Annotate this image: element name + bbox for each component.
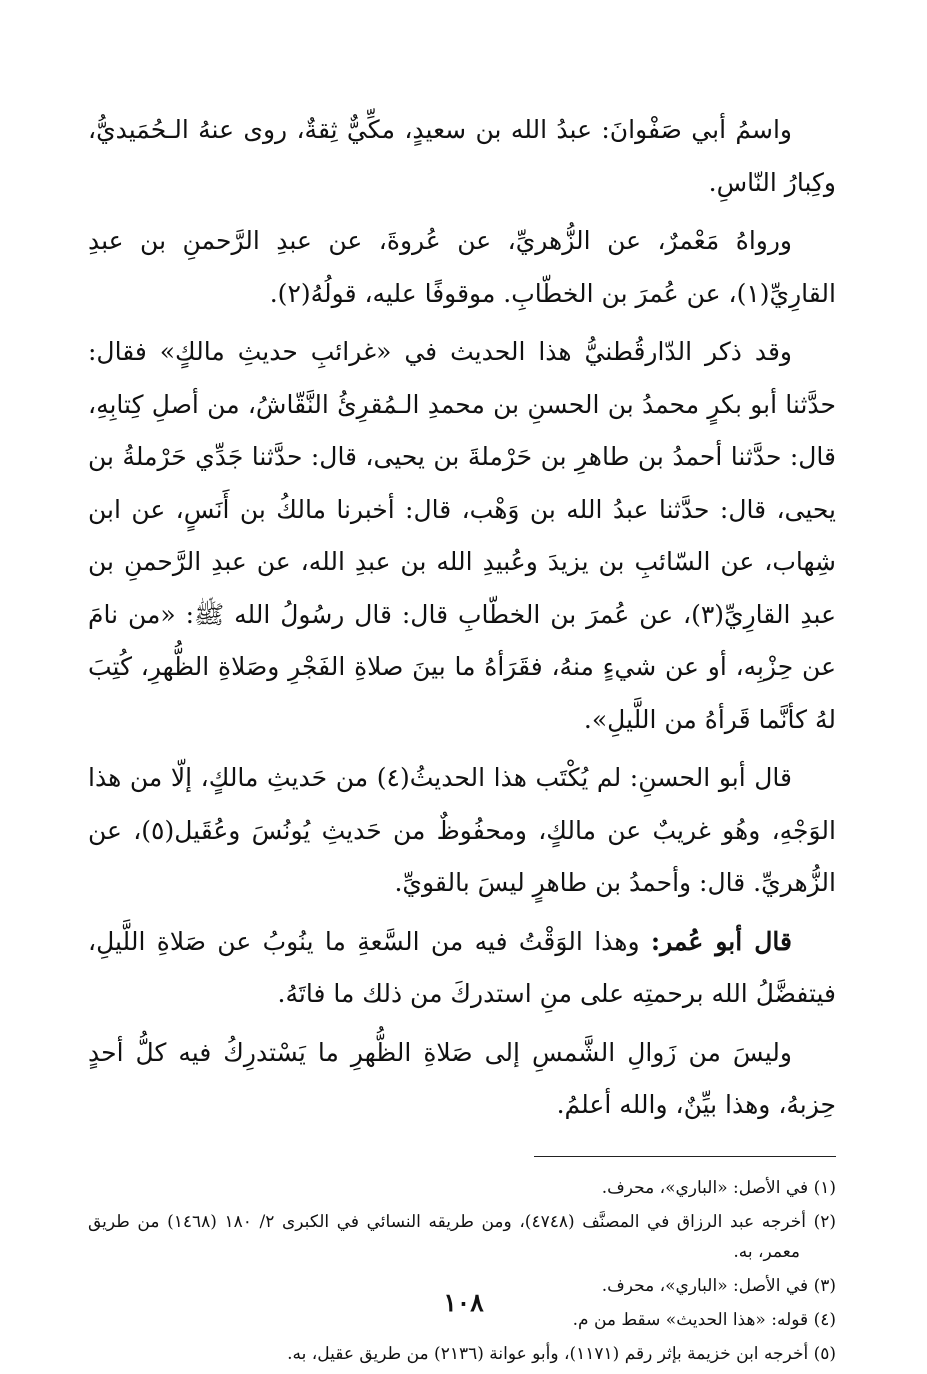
footnote-1: (١) في الأصل: «الباري»، محرف. [601,1177,836,1198]
paragraph-abu-safwan: واسمُ أبي صَفْوانَ: عبدُ الله بن سعيدٍ، مكِّيٌّ ثِقةٌ، روى عنهُ الـحُمَيديُّ، وكِبارُ النّاسِ. [88,115,836,197]
paragraph-abu-umar [88,916,836,1021]
main-text [88,104,836,1132]
abu-umar-text: وهذا الوَقْتُ فيه من السَّعةِ ما ينُوبُ عن صَلاةِ اللَّيلِ، فيتفضَّلُ الله برحمتِه على منِ استدركَ من ذلك ما فاتَهُ. [88,926,836,1008]
footnotes [88,1173,836,1369]
footnote-5: (٥) أخرجه ابن خزيمة بإثر رقم (١١٧١)، وأبو عوانة (٢١٣٦) من طريق عقيل، به. [287,1343,836,1364]
paragraph-abul-hasan: قال أبو الحسنِ: لم يُكْتَب هذا الحديثُ(٤) من حَديثِ مالكٍ، إلّا من هذا الوَجْهِ، وهُو غريبٌ عن مالكٍ، ومحفُوظٌ من حَديثِ يُونُسَ وعُقَيل(٥)، عن الزُّهريِّ. قال: وأحمدُ بن طاهرٍ ليسَ بالقويِّ. [88,763,836,897]
page-body [88,104,836,1373]
footnote-4: (٤) قوله: «هذا الحديث» سقط من م. [572,1309,836,1330]
page-number: ١٠٨ [443,1288,484,1317]
abu-umar-lead: قال أبو عُمر: [650,926,792,956]
paragraph-daraqutni-isnad: وقد ذكر الدّارقُطنيُّ هذا الحديث في «غرائبِ حديثِ مالكٍ» فقال: حدَّثنا أبو بكرٍ محمدُ بن الحسنِ بن محمدِ الـمُقرِئُ النَّقّاشُ، من أصلِ كِتابِهِ، قال: حدَّثنا أحمدُ بن طاهرِ بن حَرْملةَ بن يحيى، قال: حدَّثنا جَدِّي حَرْملةُ بن يحيى، قال: حدَّثنا عبدُ الله بن وَهْب، قال: أخبرنا مالكُ بن أَنَسٍ، عن ابن شِهاب، عن السّائبِ بن يزيدَ وعُبيدِ الله بن عبدِ الله، عن عبدِ الرَّحمنِ بن عبدِ القارِيِّ(٣)، عن عُمرَ بن الخطّابِ قال: قال رسُولُ الله ﷺ: «من نامَ عن حِزْبِه، أو عن شيءٍ منهُ، فقَرَأهُ ما بينَ صلاةِ الفَجْرِ وصَلاةِ الظُّهرِ، كُتِبَ لهُ كأنَّما قَرأهُ من اللَّيلِ». [88,337,836,734]
paragraph-closing: وليسَ من زَوالِ الشَّمسِ إلى صَلاةِ الظُّهرِ ما يَسْتدرِكُ فيه كلُّ أحدٍ حِزبهُ، وهذا بيِّنٌ، والله أعلمُ. [88,1037,836,1119]
footnote-2: (٢) أخرجه عبد الرزاق في المصنَّف (٤٧٤٨)، ومن طريقه النسائي في الكبرى ٢/ ١٨٠ (١٤٦٨) من طريق معمر، به. [88,1211,836,1262]
paragraph-mamar-riwaya: ورواهُ مَعْمرٌ، عن الزُّهريِّ، عن عُروةَ، عن عبدِ الرَّحمنِ بن عبدِ القارِيِّ(١)، عن عُمرَ بن الخطّابِ. موقوفًا عليه، قولُهُ(٢). [88,226,836,308]
footnote-divider [534,1156,836,1157]
footnote-3: (٣) في الأصل: «الباري»، محرف. [601,1275,836,1296]
